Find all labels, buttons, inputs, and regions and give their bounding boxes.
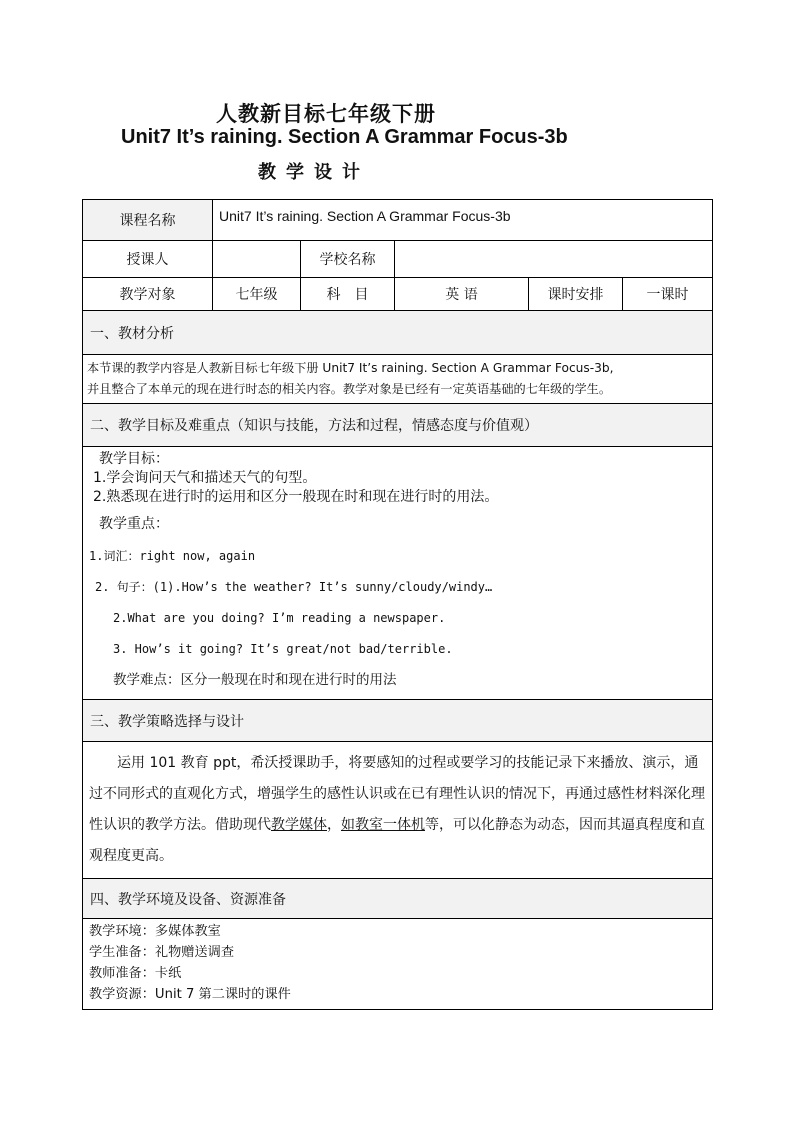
section-heading-strategy: 三、教学策略选择与设计: [83, 700, 713, 742]
strategy-part-2: ，: [327, 817, 341, 833]
resource-environment: 教学环境：多媒体教室: [89, 924, 221, 939]
key-item-4: 3. How’s it going? It’s great/not bad/terrible.: [113, 642, 453, 656]
course-name-value: Unit7 It’s raining. Section A Grammar Focus-3b: [213, 200, 713, 241]
link-classroom-device[interactable]: 如教室一体机: [341, 817, 425, 833]
subject-label: 科 目: [301, 278, 395, 311]
goal-title: 教学目标：: [99, 451, 169, 467]
period-value: 一课时: [623, 278, 713, 311]
materials-line-2: 并且整合了本单元的现在进行时态的相关内容。教学对象是已经有一定英语基础的七年级的学生。: [87, 382, 612, 396]
section-heading-resources: 四、教学环境及设备、资源准备: [83, 879, 713, 919]
course-name-label: 课程名称: [83, 200, 213, 241]
objectives-content: [83, 447, 713, 700]
teacher-label: 授课人: [83, 241, 213, 278]
key-item-3: 2.What are you doing? I’m reading a newspaper.: [113, 611, 446, 625]
key-item-1: 1.词汇：right now, again: [89, 549, 256, 563]
strategy-part-1: 运用 101 教育 ppt，希沃授课助手，将要感知的过程或要学习的技能记录下来播放、演示，通过不同形式的直观化方式，增强学生的感性认识或在已有理性认识的情况下，再通过感性材料深化理性认识的教学方法。借助现代: [89, 755, 705, 833]
resources-content: [83, 919, 713, 1010]
strategy-part-3: 等，可以化静态为动态，因而其逼真程度和直观程度更高。: [89, 817, 705, 864]
difficulty-text: 教学难点：区分一般现在时和现在进行时的用法: [113, 672, 397, 688]
key-item-2: 2. 句子：(1).How’s the weather? It’s sunny/cloudy/windy…: [95, 580, 493, 594]
school-value: [395, 241, 713, 278]
teacher-value: [213, 241, 301, 278]
target-value: 七年级: [213, 278, 301, 311]
resource-student-prep: 学生准备：礼物赠送调查: [89, 945, 235, 960]
period-label: 课时安排: [529, 278, 623, 311]
resource-teacher-prep: 教师准备：卡纸: [89, 966, 182, 981]
target-label: 教学对象: [83, 278, 213, 311]
subject-value: 英 语: [395, 278, 529, 311]
key-title: 教学重点：: [99, 516, 169, 532]
doc-title-en: Unit7 It’s raining. Section A Grammar Focus-3b: [121, 126, 568, 148]
lesson-plan-table: [82, 199, 713, 1010]
goal-item-1: 1.学会询问天气和描述天气的句型。: [93, 470, 317, 486]
doc-title-cn: 人教新目标七年级下册: [216, 102, 436, 126]
doc-title-design: 教学设计: [258, 162, 370, 183]
school-label: 学校名称: [301, 241, 395, 278]
strategy-text: [83, 742, 713, 879]
goal-item-2: 2.熟悉现在进行时的运用和区分一般现在时和现在进行时的用法。: [93, 489, 499, 505]
link-teaching-media[interactable]: 教学媒体: [271, 817, 327, 833]
section-heading-objectives: 二、教学目标及难重点（知识与技能，方法和过程，情感态度与价值观）: [83, 404, 713, 447]
section-heading-materials: 一、教材分析: [83, 311, 713, 355]
materials-analysis-text: [83, 355, 713, 404]
materials-line-1: 本节课的教学内容是人教新目标七年级下册 Unit7 It’s raining. Section A Grammar Focus-3b,: [87, 361, 614, 375]
resource-materials: 教学资源：Unit 7 第二课时的课件: [89, 987, 291, 1002]
